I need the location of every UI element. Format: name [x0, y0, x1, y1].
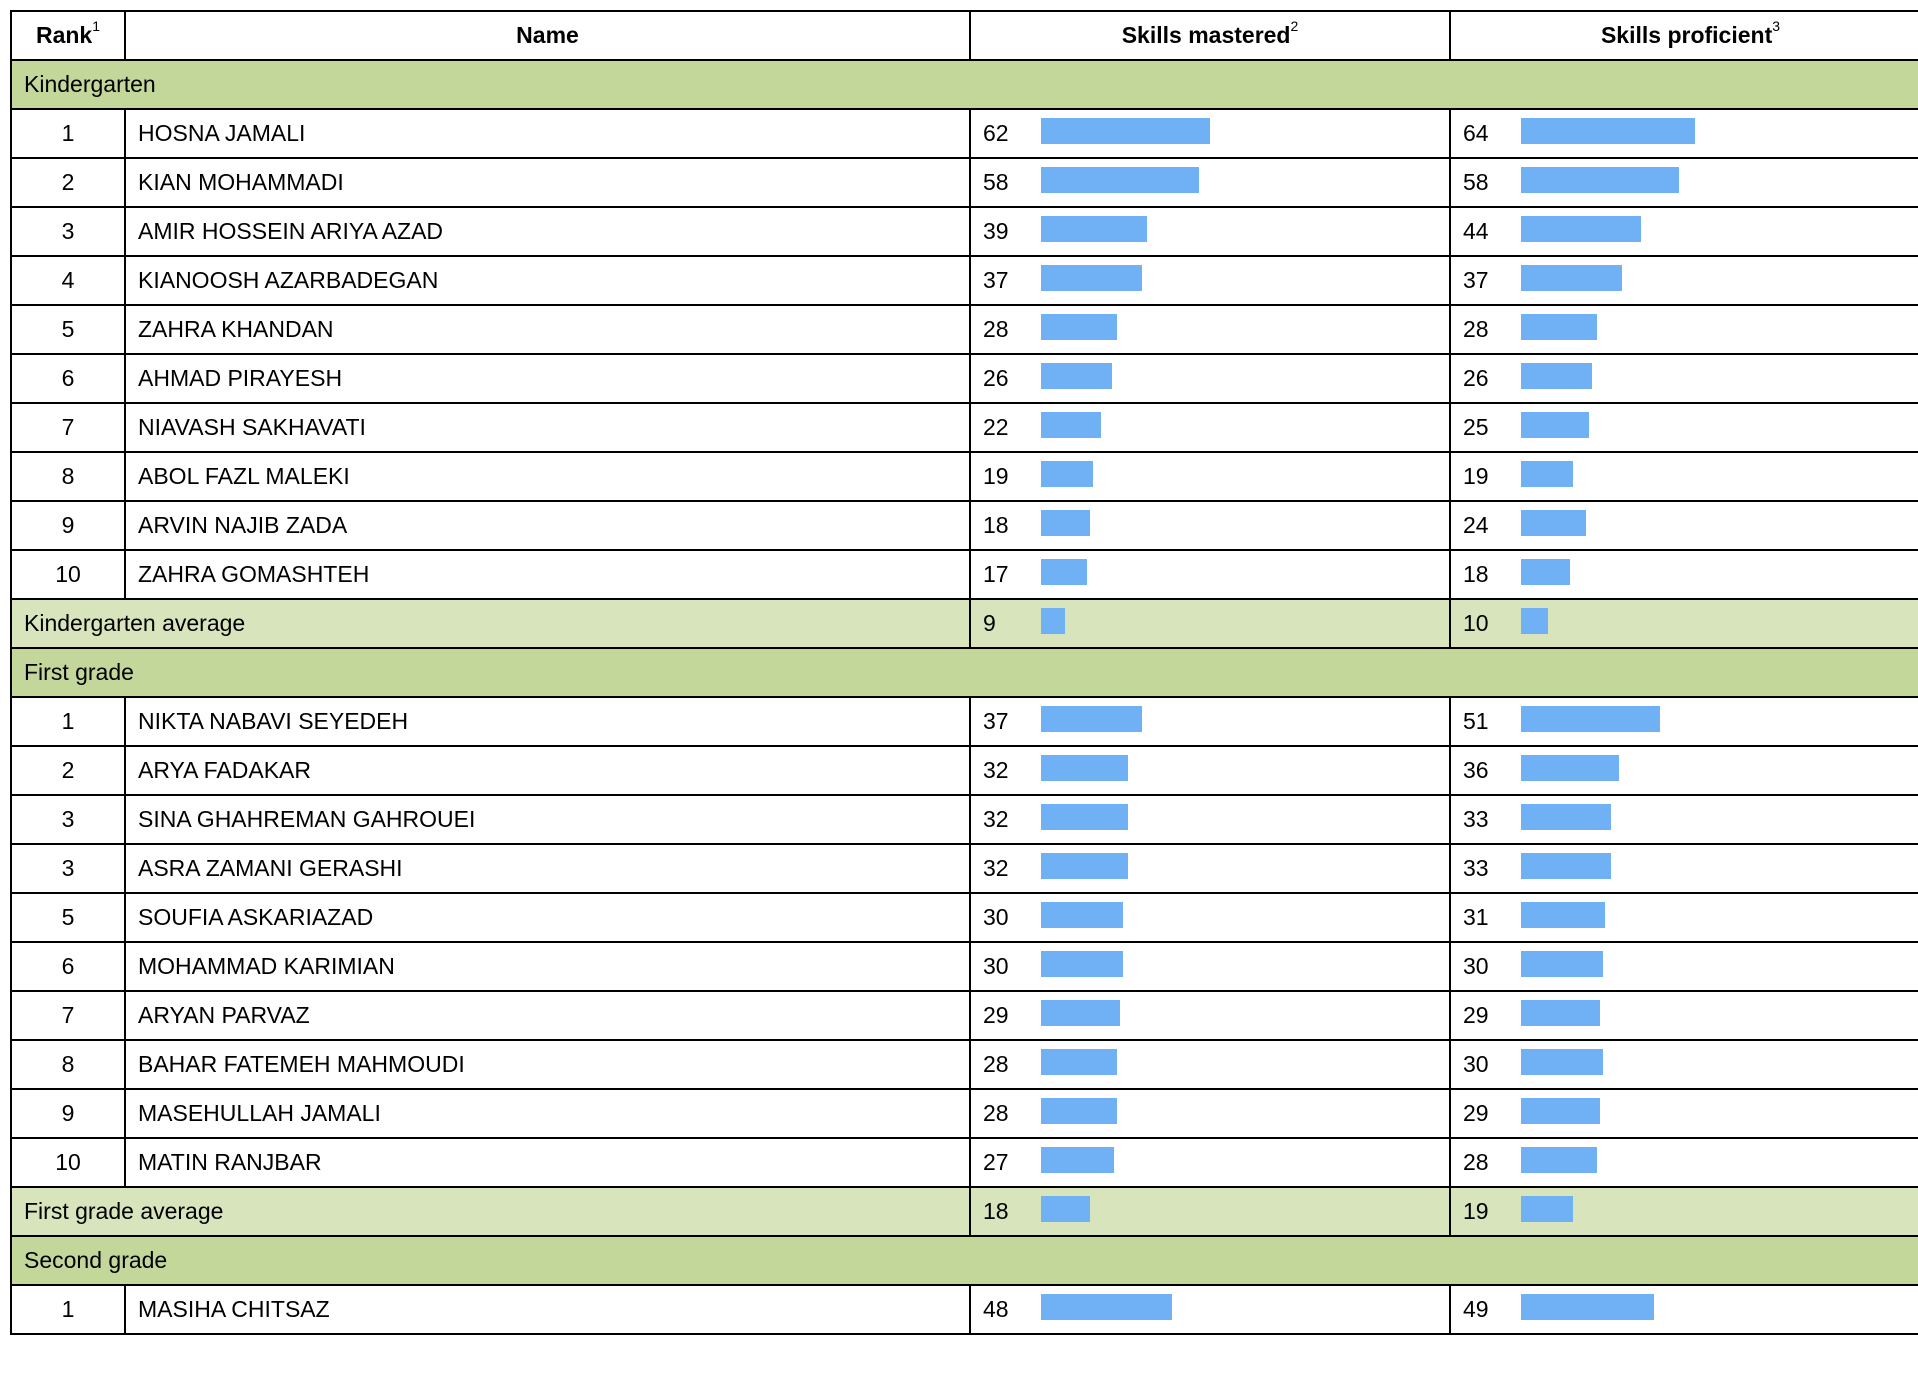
skills-proficient-cell: [1450, 354, 1918, 403]
group-header-row: [11, 1236, 1918, 1285]
skills-mastered-cell: [970, 697, 1450, 746]
table-row: [11, 403, 1918, 452]
table-row: [11, 305, 1918, 354]
student-name-cell: ARYA FADAKAR: [125, 746, 970, 795]
rank-cell: 1: [11, 1285, 125, 1334]
skills-mastered-bar: [1041, 902, 1123, 928]
skills-mastered-value: 30: [983, 904, 1009, 930]
skills-proficient-bar: [1521, 510, 1586, 536]
skills-mastered-value: 30: [983, 953, 1009, 979]
table-row: [11, 109, 1918, 158]
table-row: [11, 452, 1918, 501]
skills-mastered-value: 28: [983, 316, 1009, 342]
table-row: [11, 207, 1918, 256]
rank-cell: 7: [11, 991, 125, 1040]
skills-proficient-cell: [1450, 452, 1918, 501]
skills-proficient-header-label: Skills proficient: [1600, 22, 1773, 48]
table-row: [11, 501, 1918, 550]
table-row: [11, 1285, 1918, 1334]
skills-proficient-cell: [1450, 550, 1918, 599]
table-row: [11, 746, 1918, 795]
skills-mastered-value: 18: [983, 512, 1009, 538]
table-row: [11, 893, 1918, 942]
skills-mastered-cell: [970, 1138, 1450, 1187]
skills-proficient-value: 24: [1463, 512, 1489, 538]
skills-proficient-bar: [1521, 755, 1619, 781]
skills-proficient-cell: [1450, 207, 1918, 256]
skills-mastered-value: 32: [983, 855, 1009, 881]
skills-proficient-bar: [1521, 118, 1695, 144]
skills-mastered-cell: [970, 158, 1450, 207]
skills-proficient-bar: [1521, 216, 1641, 242]
skills-proficient-bar: [1521, 706, 1660, 732]
skills-mastered-bar: [1041, 510, 1090, 536]
skills-proficient-bar: [1521, 853, 1611, 879]
rank-cell: 7: [11, 403, 125, 452]
skills-mastered-cell: [970, 1285, 1450, 1334]
student-name-cell: KIANOOSH AZARBADEGAN: [125, 256, 970, 305]
student-name-cell: AMIR HOSSEIN ARIYA AZAD: [125, 207, 970, 256]
skills-mastered-cell: [970, 746, 1450, 795]
skills-proficient-cell: [1450, 158, 1918, 207]
group-header-row: [11, 60, 1918, 109]
rank-cell: 3: [11, 844, 125, 893]
table-row: [11, 942, 1918, 991]
skills-proficient-value: 64: [1463, 120, 1489, 146]
skills-proficient-bar: [1521, 167, 1679, 193]
average-proficient-bar: [1521, 1196, 1573, 1222]
skills-proficient-cell: [1450, 1138, 1918, 1187]
rank-cell: 5: [11, 893, 125, 942]
average-mastered-value: 18: [983, 1198, 1009, 1224]
skills-mastered-cell: [970, 403, 1450, 452]
student-name-cell: MOHAMMAD KARIMIAN: [125, 942, 970, 991]
skills-mastered-bar: [1041, 1049, 1117, 1075]
skills-proficient-cell: [1450, 1040, 1918, 1089]
average-label: Kindergarten average: [11, 599, 970, 648]
table-row: [11, 354, 1918, 403]
name-header: Name: [125, 11, 970, 60]
skills-mastered-bar: [1041, 804, 1128, 830]
table-row: [11, 844, 1918, 893]
skills-mastered-bar: [1041, 853, 1128, 879]
skills-mastered-cell: [970, 991, 1450, 1040]
skills-mastered-value: 37: [983, 708, 1009, 734]
skills-proficient-cell: [1450, 501, 1918, 550]
skills-mastered-bar: [1041, 755, 1128, 781]
table-body: [11, 60, 1918, 1334]
group-label: First grade: [11, 648, 1918, 697]
skills-proficient-value: 18: [1463, 561, 1489, 587]
skills-proficient-value: 29: [1463, 1100, 1489, 1126]
average-mastered-bar: [1041, 608, 1065, 634]
skills-mastered-value: 39: [983, 218, 1009, 244]
skills-proficient-value: 29: [1463, 1002, 1489, 1028]
skills-mastered-header: [970, 11, 1450, 60]
skills-mastered-value: 28: [983, 1051, 1009, 1077]
rank-header: [11, 11, 125, 60]
skills-mastered-cell: [970, 893, 1450, 942]
student-name-cell: KIAN MOHAMMADI: [125, 158, 970, 207]
skills-proficient-bar: [1521, 363, 1592, 389]
skills-mastered-value: 32: [983, 806, 1009, 832]
table-row: [11, 1138, 1918, 1187]
student-name-cell: NIAVASH SAKHAVATI: [125, 403, 970, 452]
rank-cell: 4: [11, 256, 125, 305]
student-name-cell: ASRA ZAMANI GERASHI: [125, 844, 970, 893]
skills-proficient-cell: [1450, 795, 1918, 844]
skills-proficient-value: 37: [1463, 267, 1489, 293]
skills-proficient-bar: [1521, 412, 1589, 438]
skills-mastered-bar: [1041, 559, 1087, 585]
skills-proficient-cell: [1450, 942, 1918, 991]
skills-mastered-cell: [970, 942, 1450, 991]
skills-mastered-bar: [1041, 118, 1210, 144]
skills-mastered-bar: [1041, 314, 1117, 340]
skills-mastered-value: 48: [983, 1296, 1009, 1322]
group-average-row: [11, 599, 1918, 648]
skills-mastered-value: 27: [983, 1149, 1009, 1175]
skills-proficient-value: 30: [1463, 1051, 1489, 1077]
rank-cell: 2: [11, 746, 125, 795]
skills-mastered-cell: [970, 844, 1450, 893]
skills-proficient-value: 31: [1463, 904, 1489, 930]
rank-cell: 5: [11, 305, 125, 354]
average-mastered-cell: [970, 1187, 1450, 1236]
skills-proficient-cell: [1450, 991, 1918, 1040]
student-name-cell: BAHAR FATEMEH MAHMOUDI: [125, 1040, 970, 1089]
rank-cell: 3: [11, 207, 125, 256]
skills-mastered-cell: [970, 354, 1450, 403]
skills-mastered-value: 32: [983, 757, 1009, 783]
skills-mastered-value: 28: [983, 1100, 1009, 1126]
skills-proficient-bar: [1521, 902, 1605, 928]
skills-mastered-value: 17: [983, 561, 1009, 587]
rank-footnote-marker: 1: [92, 18, 101, 34]
skills-proficient-cell: [1450, 893, 1918, 942]
skills-mastered-cell: [970, 305, 1450, 354]
student-name-cell: ARVIN NAJIB ZADA: [125, 501, 970, 550]
table-row: [11, 1040, 1918, 1089]
skills-mastered-bar: [1041, 951, 1123, 977]
table-row: [11, 991, 1918, 1040]
skills-mastered-value: 26: [983, 365, 1009, 391]
skills-mastered-value: 19: [983, 463, 1009, 489]
skills-proficient-bar: [1521, 804, 1611, 830]
group-header-row: [11, 648, 1918, 697]
skills-proficient-bar: [1521, 314, 1597, 340]
skills-proficient-bar: [1521, 265, 1622, 291]
group-label: Second grade: [11, 1236, 1918, 1285]
rank-cell: 3: [11, 795, 125, 844]
skills-proficient-value: 49: [1463, 1296, 1489, 1322]
skills-mastered-value: 37: [983, 267, 1009, 293]
leaderboard-table: [10, 10, 1918, 1335]
proficient-footnote-marker: 3: [1772, 18, 1781, 34]
skills-mastered-bar: [1041, 461, 1093, 487]
average-mastered-bar: [1041, 1196, 1090, 1222]
skills-mastered-cell: [970, 501, 1450, 550]
skills-mastered-value: 62: [983, 120, 1009, 146]
average-proficient-bar: [1521, 608, 1548, 634]
student-name-cell: NIKTA NABAVI SEYEDEH: [125, 697, 970, 746]
skills-proficient-bar: [1521, 1098, 1600, 1124]
skills-proficient-value: 36: [1463, 757, 1489, 783]
skills-proficient-bar: [1521, 559, 1570, 585]
skills-proficient-cell: [1450, 844, 1918, 893]
average-proficient-cell: [1450, 599, 1918, 648]
skills-mastered-bar: [1041, 706, 1142, 732]
student-name-cell: SINA GHAHREMAN GAHROUEI: [125, 795, 970, 844]
skills-proficient-bar: [1521, 1147, 1597, 1173]
skills-proficient-cell: [1450, 109, 1918, 158]
rank-cell: 9: [11, 501, 125, 550]
skills-proficient-cell: [1450, 1089, 1918, 1138]
skills-mastered-cell: [970, 452, 1450, 501]
skills-mastered-bar: [1041, 167, 1199, 193]
skills-proficient-value: 19: [1463, 463, 1489, 489]
rank-header-label: Rank: [35, 22, 93, 48]
table-row: [11, 550, 1918, 599]
skills-proficient-bar: [1521, 1294, 1654, 1320]
skills-mastered-value: 22: [983, 414, 1009, 440]
skills-mastered-value: 29: [983, 1002, 1009, 1028]
skills-mastered-header-label: Skills mastered: [1121, 22, 1291, 48]
student-name-cell: ZAHRA GOMASHTEH: [125, 550, 970, 599]
skills-mastered-bar: [1041, 363, 1112, 389]
rank-cell: 8: [11, 452, 125, 501]
group-label: Kindergarten: [11, 60, 1918, 109]
skills-proficient-cell: [1450, 256, 1918, 305]
skills-mastered-bar: [1041, 1098, 1117, 1124]
student-name-cell: MASEHULLAH JAMALI: [125, 1089, 970, 1138]
skills-mastered-bar: [1041, 1147, 1114, 1173]
skills-proficient-cell: [1450, 746, 1918, 795]
skills-mastered-bar: [1041, 265, 1142, 291]
skills-proficient-cell: [1450, 697, 1918, 746]
header-row: [11, 11, 1918, 60]
table-row: [11, 697, 1918, 746]
student-name-cell: ARYAN PARVAZ: [125, 991, 970, 1040]
skills-proficient-value: 33: [1463, 806, 1489, 832]
skills-proficient-value: 58: [1463, 169, 1489, 195]
skills-mastered-cell: [970, 795, 1450, 844]
student-name-cell: MATIN RANJBAR: [125, 1138, 970, 1187]
skills-mastered-value: 58: [983, 169, 1009, 195]
skills-proficient-bar: [1521, 461, 1573, 487]
skills-proficient-value: 44: [1463, 218, 1489, 244]
skills-proficient-value: 28: [1463, 1149, 1489, 1175]
average-mastered-cell: [970, 599, 1450, 648]
rank-cell: 10: [11, 550, 125, 599]
skills-proficient-bar: [1521, 951, 1603, 977]
skills-mastered-bar: [1041, 1294, 1172, 1320]
table-row: [11, 256, 1918, 305]
skills-mastered-bar: [1041, 216, 1147, 242]
group-average-row: [11, 1187, 1918, 1236]
skills-mastered-bar: [1041, 1000, 1120, 1026]
rank-cell: 6: [11, 942, 125, 991]
student-name-cell: SOUFIA ASKARIAZAD: [125, 893, 970, 942]
average-proficient-value: 19: [1463, 1198, 1489, 1224]
rank-cell: 9: [11, 1089, 125, 1138]
skills-proficient-value: 26: [1463, 365, 1489, 391]
skills-mastered-cell: [970, 1040, 1450, 1089]
rank-cell: 6: [11, 354, 125, 403]
skills-mastered-cell: [970, 256, 1450, 305]
rank-cell: 8: [11, 1040, 125, 1089]
rank-cell: 1: [11, 109, 125, 158]
skills-proficient-header: [1450, 11, 1918, 60]
student-name-cell: AHMAD PIRAYESH: [125, 354, 970, 403]
skills-proficient-value: 51: [1463, 708, 1489, 734]
skills-mastered-cell: [970, 109, 1450, 158]
skills-proficient-value: 28: [1463, 316, 1489, 342]
average-proficient-cell: [1450, 1187, 1918, 1236]
skills-proficient-cell: [1450, 403, 1918, 452]
skills-proficient-value: 33: [1463, 855, 1489, 881]
rank-cell: 10: [11, 1138, 125, 1187]
table-row: [11, 795, 1918, 844]
skills-proficient-value: 25: [1463, 414, 1489, 440]
student-name-cell: ABOL FAZL MALEKI: [125, 452, 970, 501]
student-name-cell: HOSNA JAMALI: [125, 109, 970, 158]
skills-proficient-bar: [1521, 1000, 1600, 1026]
student-name-cell: MASIHA CHITSAZ: [125, 1285, 970, 1334]
table-row: [11, 1089, 1918, 1138]
skills-proficient-cell: [1450, 1285, 1918, 1334]
average-proficient-value: 10: [1463, 610, 1489, 636]
skills-proficient-value: 30: [1463, 953, 1489, 979]
skills-mastered-cell: [970, 550, 1450, 599]
skills-mastered-cell: [970, 207, 1450, 256]
rank-cell: 2: [11, 158, 125, 207]
average-mastered-value: 9: [983, 610, 996, 636]
mastered-footnote-marker: 2: [1290, 18, 1299, 34]
table-row: [11, 158, 1918, 207]
rank-cell: 1: [11, 697, 125, 746]
skills-mastered-bar: [1041, 412, 1101, 438]
skills-proficient-bar: [1521, 1049, 1603, 1075]
average-label: First grade average: [11, 1187, 970, 1236]
skills-mastered-cell: [970, 1089, 1450, 1138]
student-name-cell: ZAHRA KHANDAN: [125, 305, 970, 354]
skills-proficient-cell: [1450, 305, 1918, 354]
